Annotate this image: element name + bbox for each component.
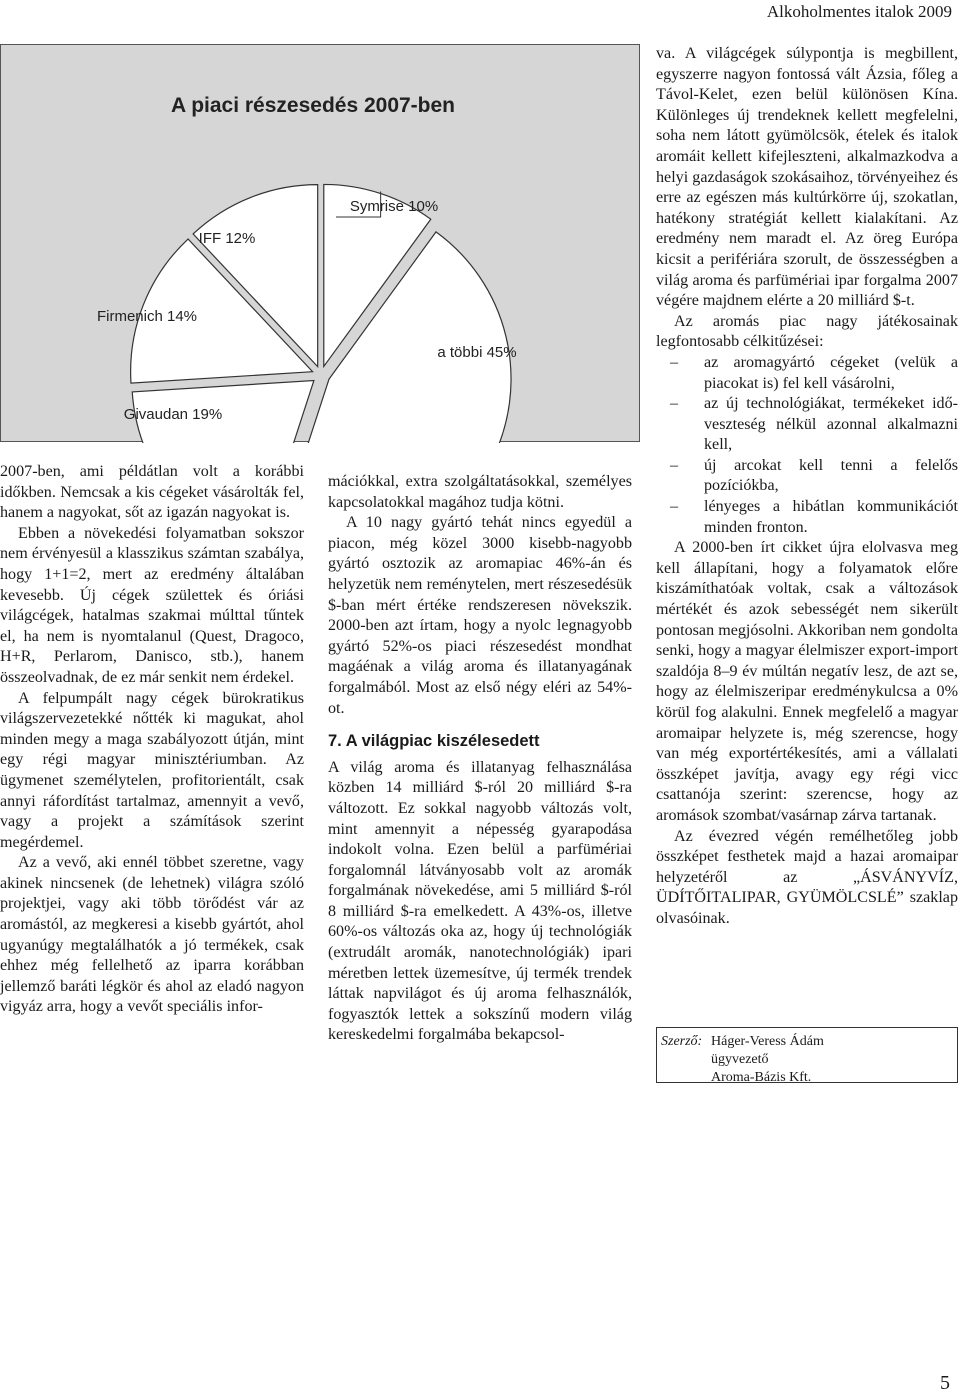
slice-label: a többi 45% [437, 344, 517, 361]
list-item: – az új technológiákat, termékeket időveszteség nélkül azonnal alkalmazni kell, [656, 394, 958, 456]
slice-label: IFF 12% [198, 230, 256, 247]
paragraph: va. A világcégek súlypontja is megbillent, egyszerre nagyon fontossá vált Ázsia, főleg a Távol-Kelet, ezen belül különösen Kína. Különleges új trendeknek kellett megfelelni, soha nem látott gyümölcsök, ételek és italok aromáit kellett kifejleszteni, alkalmazkodva a helyi gazdaságok szokásaihoz, törvényeihez és erre az egészen más kultúrkörre új, szokatlan, hatékony stratégiát kellett kialakítani. Az eredmény nem maradt el. Az öreg Európa kicsit a perifériára szorult, de összességben a világ aroma és parfümériai ipar forgalma 2007 végére majdnem elérte a 20 milliárd $-t. [656, 45, 958, 310]
list-item: – lényeges a hibátlan kommunikációt minden fronton. [656, 497, 958, 538]
section-heading: 7. A világpiac kiszélesedett [328, 732, 540, 751]
paragraph: A 2000-ben írt cikket újra elolvasva meg kell állapítani, hogy a folyamatok előre kiszámíthatóak voltak, csak a változások mértékét és azok sebességét nem sikerült pontosan megjósolni. Akkoriban nem gondolta senki, hogy a magyar élelmiszer export-import szaldója 8–9 év múltán negatív lesz, de azt se, hogy az élelmiszeripar eredménykulcsa a 0% körül fog alakulni. Ennek megfelelő a magyar aromaipar helyzete is, még szerencse, hogy van még exportértékesítés, ami a vállalati összképet javítja, avagy egy régi vicc csattanója szerint: szerencse, hogy az aromások szombat/vasárnap zárva tartanak. [656, 539, 958, 824]
running-title: Alkoholmentes italok 2009 [766, 2, 952, 21]
pie-chart [0, 44, 640, 442]
goal-list [656, 353, 958, 538]
author-role: ügyvezető [711, 1052, 769, 1067]
paragraph: Az a vevő, aki ennél többet szeretne, vagy akinek nincsenek (de lehetnek) világra szóló projektjei, vagy aki több törődést vár az aromástól, az megkeresi a kisebb gyártót, ahol ugyanúgy megtalálhatók a jó termékek, csak ehhez még fellelhető az iparra korábban jellemző baráti légkör és ahol az eladó nagyon vigyáz arra, hogy a vevőt speciális infor- [0, 854, 304, 1016]
author-name: Háger-Veress Ádám [711, 1034, 824, 1049]
paragraph: A 10 nagy gyártó tehát nincs egyedül a piacon, még közel 3000 kisebb-nagyobb gyártó osztozik az aromapiac 46%-án és helyzetük nem reménytelen, mert részesedésük $-ban mért értéke rendszeresen növekszik. 2000-ben azt írtam, hogy a nyolc legnagyobb gyártó 52%-os piaci részesedést mondhat magáénak a világ aroma és illatanyagának forgalmából. Most az első négy eléri az 54%-ot. [328, 514, 632, 717]
author-box [656, 1027, 958, 1083]
column-middle [328, 472, 632, 1046]
paragraph: 2007-ben, ami példátlan volt a korábbi időkben. Nemcsak a kis cégeket vásárolták fel, hanem a nagyokat, sőt az igazán nagyokat is. [0, 463, 304, 522]
list-item: – új arcokat kell tenni a felelős pozíciókba, [656, 456, 958, 497]
author-company: Aroma-Bázis Kft. [711, 1070, 812, 1085]
page-number: 5 [940, 1372, 950, 1394]
paragraph: Az aromás piac nagy játékosainak legfontosabb célkitűzései: [656, 312, 958, 351]
list-item: – az aromagyártó cégeket (velük a piacokat is) fel kell vásárolni, [656, 353, 958, 394]
paragraph: Az évezred végén remélhetőleg jobb összképet festhetek majd a hazai aromaipar helyzetéről az „ÁSVÁNYVÍZ, ÜDÍTŐITALIPAR, GYÜMÖLCSLÉ” szaklap olvasóinak. [656, 827, 958, 927]
slice-label: Symrise 10% [349, 198, 439, 215]
paragraph: mációkkal, extra szolgáltatásokkal, személyes kapcsolatokkal magához tudja kötni. [328, 473, 632, 511]
paragraph: A világ aroma és illatanyag felhasználása közben 14 milliárd $-ról 20 milliárd $-ra változott. Ez sokkal nagyobb változás volt, mint amennyit a népesség gyarapodása indokolt volna. Ezen belül a parfümériai forgalomnál látványosabb volt az aromák forgalmának növekedése, ami 5 milliárd $-ról 8 milliárd $-ra emelkedett. A 43%-os, illetve 60%-os változás oka az, hogy új technológiák (extrudált aromák, nanotechnológiák) ipari méretben lettek üzemesítve, új termék trendek láttak napvilágot és új aroma felhasználók, fogyasztók lettek a sokszínű modern világ kereskedelmi forgalmába bekapcsol- [328, 758, 632, 1044]
paragraph: Ebben a növekedési folyamatban sokszor nem érvényesül a klasszikus számtan szabálya, hogy 1+1=2, mert az eredmény általában kevesebb. Új cégek születtek és óriási világcégek, hatalmas szakmai múlttal tűntek el, ha nem is nyomtalanul (Quest, Dragoco, H+R, Perlarom, Danisco, stb.), hanem összeolvadnak, de ez már senkit nem érdekel. [0, 524, 304, 686]
chart-title: A piaci részesedés 2007-ben [170, 94, 456, 117]
slice-label: Firmenich 14% [96, 308, 198, 325]
column-right [656, 44, 958, 930]
paragraph: A felpumpált nagy cégek bürokratikus világszervezetekké nőtték ki magukat, ahol minden megy a maga szabályozott útján, mint egy régi magyar minisztériumban. Az ügymenet személytelen, profitorientált, csak annyi ráfordítást tartalmaz, amennyit a vevő, vagy a projekt a számítások szerint megérdemel. [0, 689, 304, 851]
slice-label: Givaudan 19% [123, 406, 223, 423]
column-left [0, 462, 304, 1018]
author-label: Szerző: [661, 1034, 703, 1049]
